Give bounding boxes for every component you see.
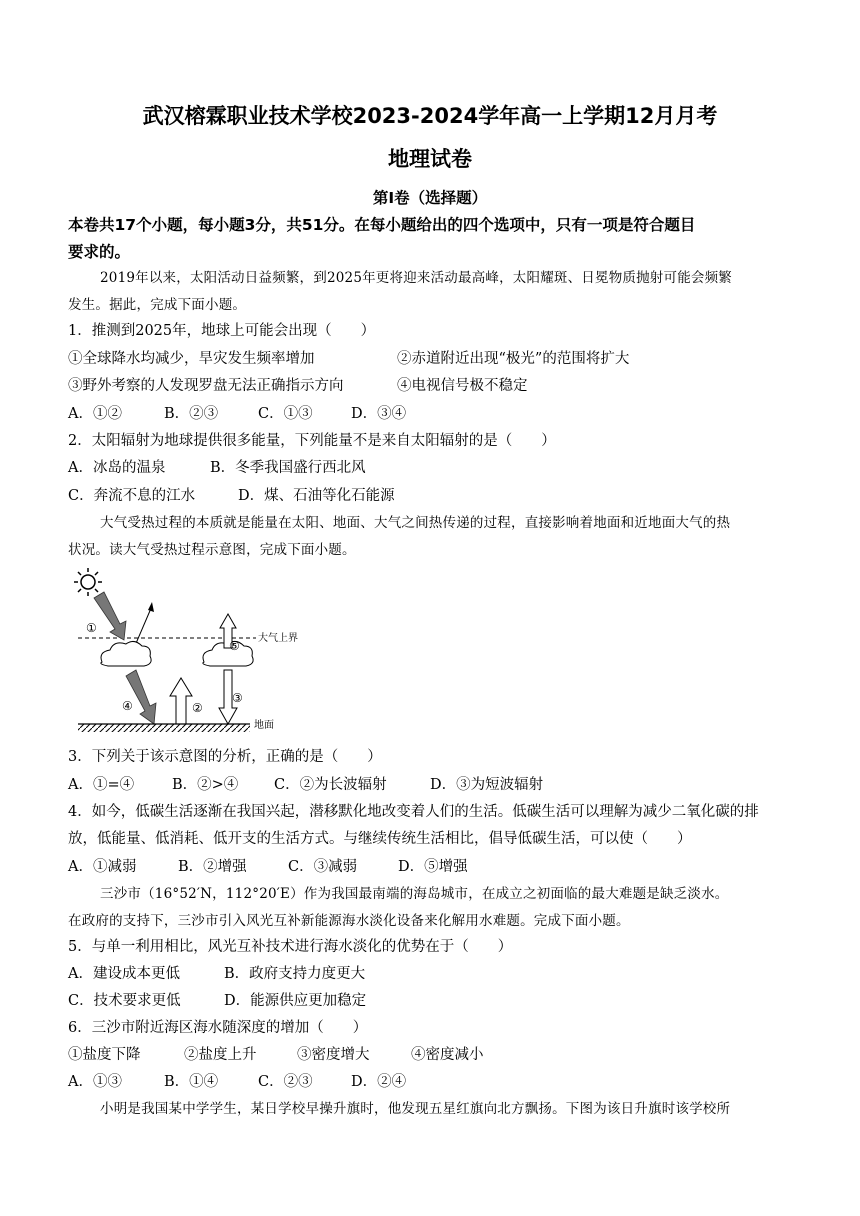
question-3-option-a[interactable]: A．①=④ (68, 777, 135, 793)
question-6-option-a[interactable]: A．①③ (68, 1074, 122, 1090)
question-1-item3: ③野外考察的人发现罗盘无法正确指示方向 (68, 378, 344, 394)
question-1-option-c[interactable]: C．①③ (258, 406, 313, 422)
arrow-ground-radiation (170, 678, 192, 724)
section-heading: 第Ⅰ卷（选择题） (372, 189, 488, 207)
question-2-option-d[interactable]: D．煤、石油等化石能源 (238, 488, 395, 504)
question-6-option-c[interactable]: C．②③ (258, 1074, 313, 1090)
question-4-option-d[interactable]: D．⑤增强 (398, 859, 468, 875)
passage1-line2: 发生。据此，完成下面小题。 (68, 297, 247, 313)
question-5-option-c[interactable]: C．技术要求更低 (68, 993, 181, 1009)
question-4-line1: 4．如今，低碳生活逐渐在我国兴起，潜移默化地改变着人们的生活。低碳生活可以理解为减少二氧化碳的排 (68, 804, 759, 820)
question-5-option-b[interactable]: B．政府支持力度更大 (224, 966, 366, 982)
question-2-option-a[interactable]: A．冰岛的温泉 (68, 460, 166, 476)
arrow-to-ground (126, 670, 156, 724)
question-5-option-d[interactable]: D．能源供应更加稳定 (224, 993, 367, 1009)
instructions-line2: 要求的。 (68, 243, 131, 261)
question-1-item2: ②赤道附近出现“极光”的范围将扩大 (397, 351, 630, 367)
cloud-left-icon (101, 641, 151, 666)
question-5-stem: 5．与单一利用相比，风光互补技术进行海水淡化的优势在于（ ） (68, 939, 513, 955)
passage1-line1: 2019年以来，太阳活动日益频繁，到2025年更将迎来活动最高峰，太阳耀斑、日冕物质抛射可能会频繁 (100, 270, 733, 286)
question-6-item2: ②盐度上升 (184, 1047, 257, 1063)
marker-5: ⑤ (229, 639, 240, 653)
label-ground: 地面 (254, 720, 274, 731)
label-atmosphere-top: 大气上界 (258, 633, 298, 644)
marker-4: ④ (122, 699, 133, 713)
question-6-stem: 6．三沙市附近海区海水随深度的增加（ ） (68, 1020, 368, 1036)
question-1-option-a[interactable]: A．①② (68, 406, 122, 422)
question-1-stem: 1．推测到2025年，地球上可能会出现（ ） (68, 323, 376, 339)
question-3-option-b[interactable]: B．②>④ (172, 777, 239, 793)
question-1-option-d[interactable]: D．③④ (351, 406, 407, 422)
passage4-line1: 小明是我国某中学学生，某日学校早操升旗时，他发现五星红旗向北方飘扬。下图为该日升旗时该学校所 (100, 1101, 731, 1117)
ground-hatch (78, 724, 250, 732)
marker-3: ③ (232, 691, 243, 705)
sun-icon (74, 568, 102, 596)
question-2-stem: 2．太阳辐射为地球提供很多能量，下列能量不是来自太阳辐射的是（ ） (68, 433, 556, 449)
question-4-option-b[interactable]: B．②增强 (178, 859, 247, 875)
question-6-item1: ①盐度下降 (68, 1047, 141, 1063)
question-3-option-c[interactable]: C．②为长波辐射 (274, 777, 387, 793)
question-4-line2: 放，低能量、低消耗、低开支的生活方式。与继续传统生活相比，倡导低碳生活，可以使（ ） (68, 831, 692, 847)
question-4-option-c[interactable]: C．③减弱 (288, 859, 358, 875)
question-5-option-a[interactable]: A．建设成本更低 (68, 966, 180, 982)
question-2-option-c[interactable]: C．奔流不息的江水 (68, 488, 196, 504)
question-4-option-a[interactable]: A．①减弱 (68, 859, 137, 875)
marker-1: ① (86, 621, 97, 635)
exam-title: 武汉榕霖职业技术学校2023-2024学年高一上学期12月月考 (142, 104, 718, 128)
passage2-line1: 大气受热过程的本质就是能量在太阳、地面、大气之间热传递的过程，直接影响着地面和近地面大气的热 (100, 515, 731, 531)
question-1-item1: ①全球降水均减少，旱灾发生频率增加 (68, 351, 315, 367)
exam-subject: 地理试卷 (388, 147, 472, 171)
question-3-stem: 3．下列关于该示意图的分析，正确的是（ ） (68, 749, 382, 765)
instructions-line1: 本卷共17个小题，每小题3分，共51分。在每小题给出的四个选项中，只有一项是符合题目 (68, 216, 696, 234)
passage2-line2: 状况。读大气受热过程示意图，完成下面小题。 (68, 542, 356, 558)
question-3-option-d[interactable]: D．③为短波辐射 (430, 777, 544, 793)
atmosphere-heating-diagram (68, 566, 298, 736)
question-6-item4: ④密度减小 (411, 1047, 484, 1063)
question-6-option-d[interactable]: D．②④ (351, 1074, 407, 1090)
arrow-solar-radiation (94, 592, 126, 640)
question-2-option-b[interactable]: B．冬季我国盛行西北风 (210, 460, 366, 476)
question-1-option-b[interactable]: B．②③ (164, 406, 219, 422)
marker-2: ② (192, 701, 203, 715)
arrow-reflected (134, 602, 154, 648)
question-6-item3: ③密度增大 (297, 1047, 370, 1063)
question-6-option-b[interactable]: B．①④ (164, 1074, 219, 1090)
question-1-item4: ④电视信号极不稳定 (397, 378, 528, 394)
passage3-line1: 三沙市（16°52′N，112°20′E）作为我国最南端的海岛城市，在成立之初面临的最大难题是缺乏淡水。 (100, 886, 729, 902)
passage3-line2: 在政府的支持下，三沙市引入风光互补新能源海水淡化设备来化解用水难题。完成下面小题。 (68, 913, 630, 929)
